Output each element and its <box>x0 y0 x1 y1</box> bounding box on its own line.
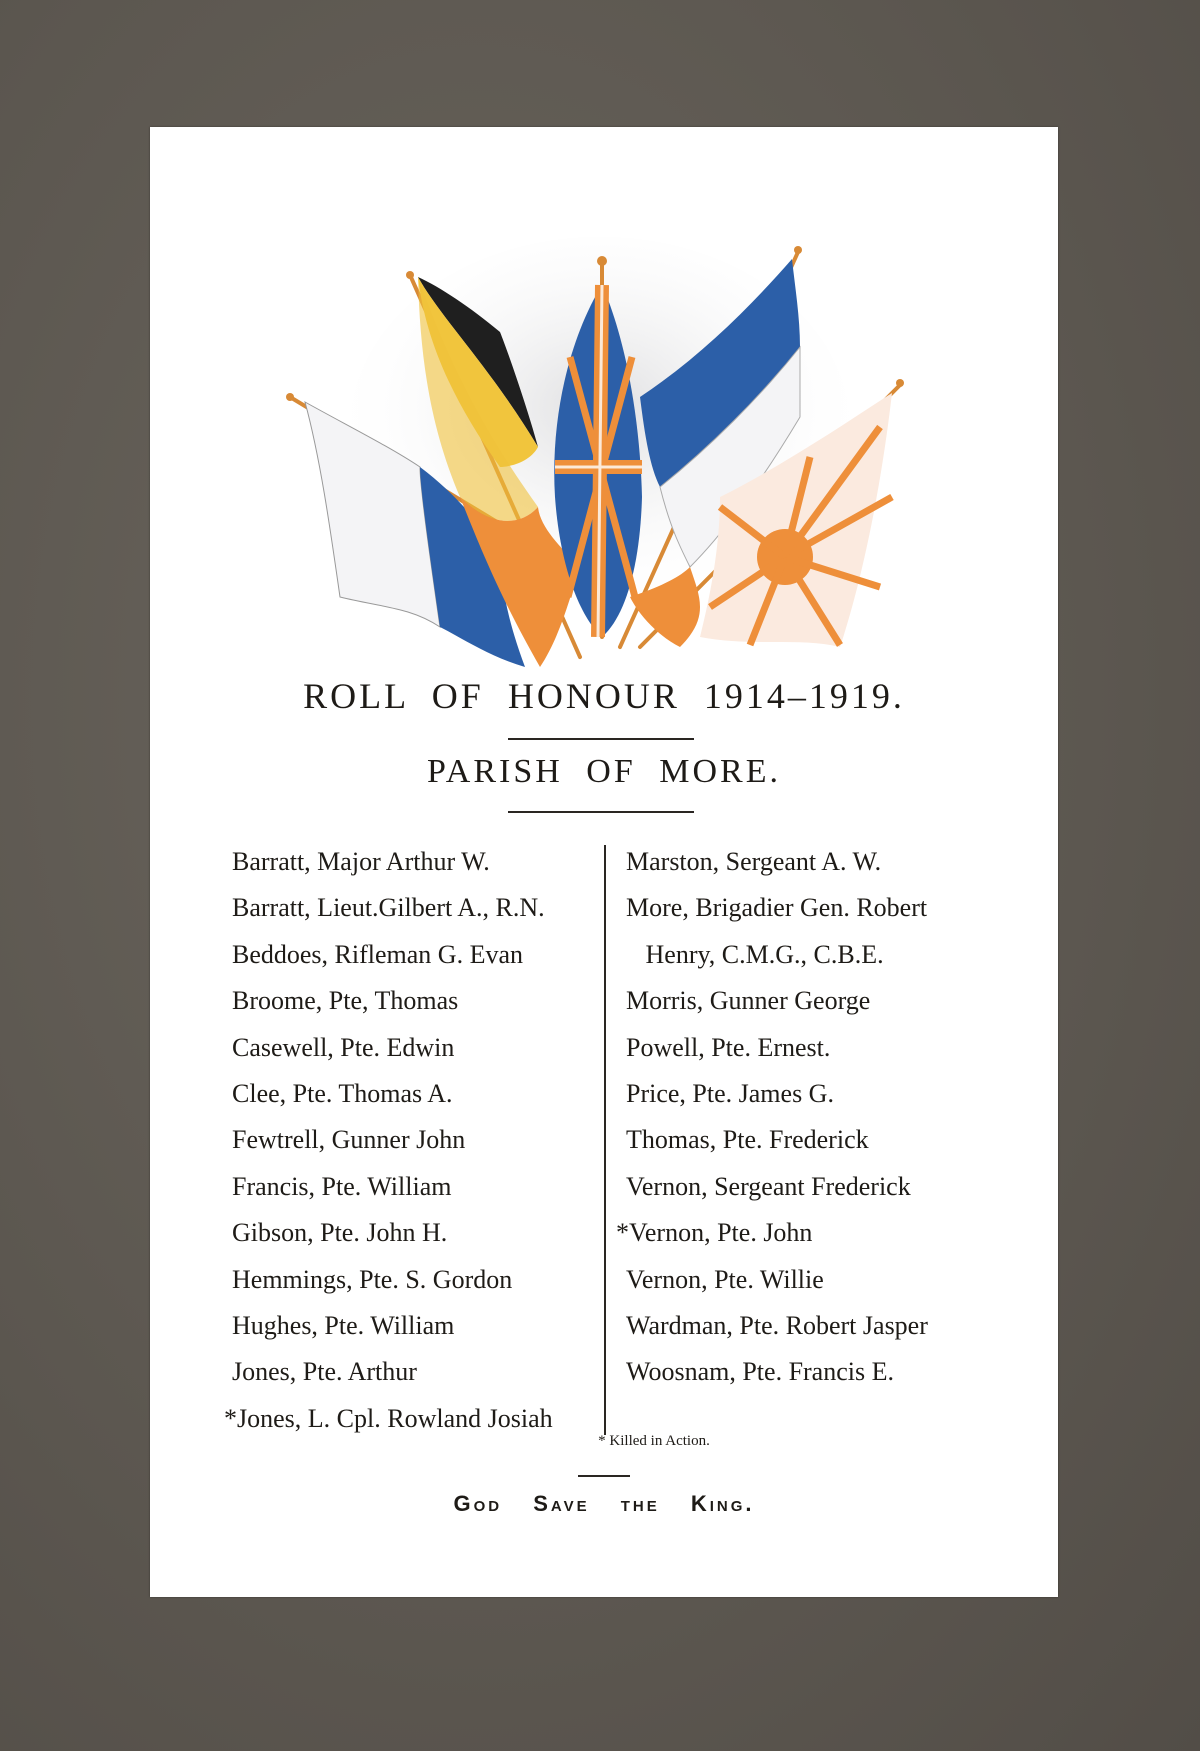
list-item: Vernon, Sergeant Frederick <box>626 1171 911 1201</box>
list-item: Barratt, Lieut.Gilbert A., R.N. <box>232 893 545 923</box>
names-column-left <box>224 839 602 1442</box>
list-item: Woosnam, Pte. Francis E. <box>626 1357 894 1387</box>
list-item: Marston, Sergeant A. W. <box>626 847 882 876</box>
list-item: Gibson, Pte. John H. <box>232 1218 448 1248</box>
list-item: Morris, Gunner George <box>626 986 871 1016</box>
list-item: Beddoes, Rifleman G. Evan <box>232 939 523 969</box>
list-item: Casewell, Pte. Edwin <box>232 1032 455 1062</box>
list-item: *Jones, L. Cpl. Rowland Josiah <box>224 1403 553 1433</box>
allied-flags-illustration <box>280 167 928 747</box>
list-item: Francis, Pte. William <box>232 1171 452 1201</box>
list-item: Henry, C.M.G., C.B.E. <box>626 939 884 969</box>
list-item: Price, Pte. James G. <box>626 1078 834 1108</box>
page-title: ROLL OF HONOUR 1914–1919. <box>303 676 905 716</box>
closing-line: God Save the King. <box>453 1491 755 1516</box>
list-item: Wardman, Pte. Robert Jasper <box>626 1310 928 1340</box>
list-item: Hemmings, Pte. S. Gordon <box>232 1264 513 1294</box>
roll-of-honour-card <box>150 127 1058 1597</box>
killed-in-action-footnote: * Killed in Action. <box>598 1433 710 1449</box>
parish-heading: PARISH OF MORE. <box>427 753 781 790</box>
subtitle-rule <box>508 811 694 813</box>
list-item: Clee, Pte. Thomas A. <box>232 1078 453 1108</box>
list-item: Broome, Pte, Thomas <box>232 986 459 1016</box>
list-item: More, Brigadier Gen. Robert <box>626 893 928 923</box>
list-item: Powell, Pte. Ernest. <box>626 1032 831 1062</box>
list-item: Jones, Pte. Arthur <box>232 1357 417 1387</box>
list-item: Vernon, Pte. Willie <box>626 1264 824 1294</box>
list-item: *Vernon, Pte. John <box>616 1218 813 1248</box>
list-item: Hughes, Pte. William <box>232 1310 455 1340</box>
title-rule <box>508 738 694 740</box>
closing-rule <box>578 1475 630 1477</box>
column-divider <box>604 845 606 1435</box>
list-item: Barratt, Major Arthur W. <box>232 847 490 876</box>
list-item: Fewtrell, Gunner John <box>232 1125 466 1155</box>
list-item: Thomas, Pte. Frederick <box>626 1125 869 1155</box>
names-column-right <box>616 839 1026 1396</box>
